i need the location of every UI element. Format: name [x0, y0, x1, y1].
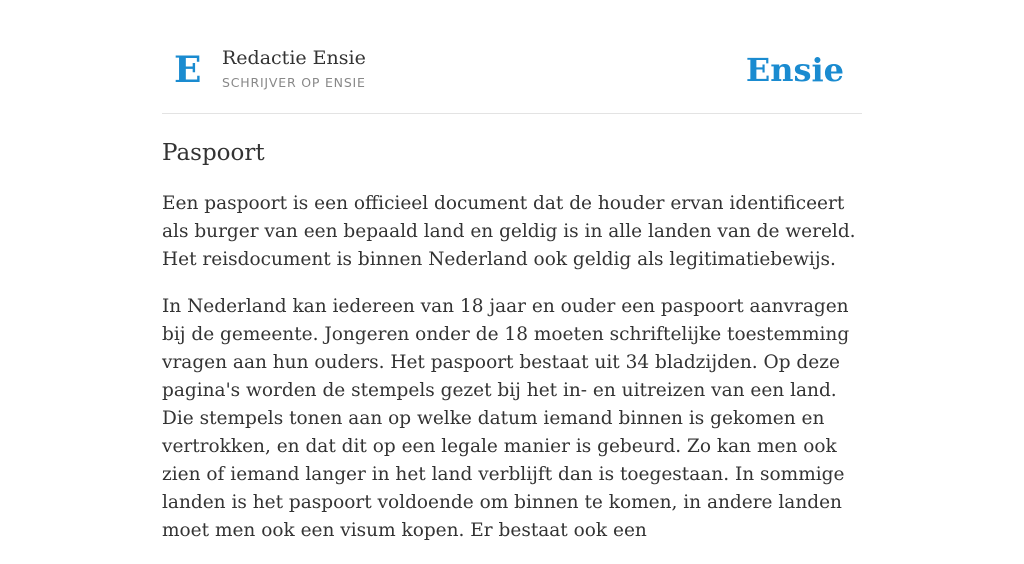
article-paragraph: In Nederland kan iedereen van 18 jaar en ouder een paspoort aanvragen bij de gemeente. Jongeren onder de 18 moeten schriftelijke toestemming vragen aan hun ouders. Het paspoort bestaat uit 34 bladzijden. Op deze pagina's worden de stempels gezet bij het in- en uitreizen van een land. Die stempels tonen aan op welke datum iemand binnen is gekomen en vertrokken, en dat dit op een legale manier is gebeurd. Zo kan men ook zien of iemand langer in het land verblijft dan is toegestaan. In sommige landen is het paspoort voldoende om binnen te komen, in andere landen moet men ook een visum kopen. Er bestaat ook een: [162, 296, 850, 541]
article-title: Paspoort: [162, 140, 265, 166]
author-role: SCHRIJVER OP ENSIE: [222, 75, 366, 90]
article-body: [162, 190, 862, 564]
brand-logo[interactable]: Ensie: [745, 51, 844, 89]
author-header: [162, 0, 862, 114]
author-name[interactable]: Redactie Ensie: [222, 47, 366, 69]
article-container: [162, 0, 862, 541]
author-avatar[interactable]: E: [174, 49, 202, 91]
article-paragraph: Een paspoort is een officieel document dat de houder ervan identificeert als burger van een bepaald land en geldig is in alle landen van de wereld. Het reisdocument is binnen Nederland ook geldig als legitimatiebewijs.: [162, 193, 856, 270]
